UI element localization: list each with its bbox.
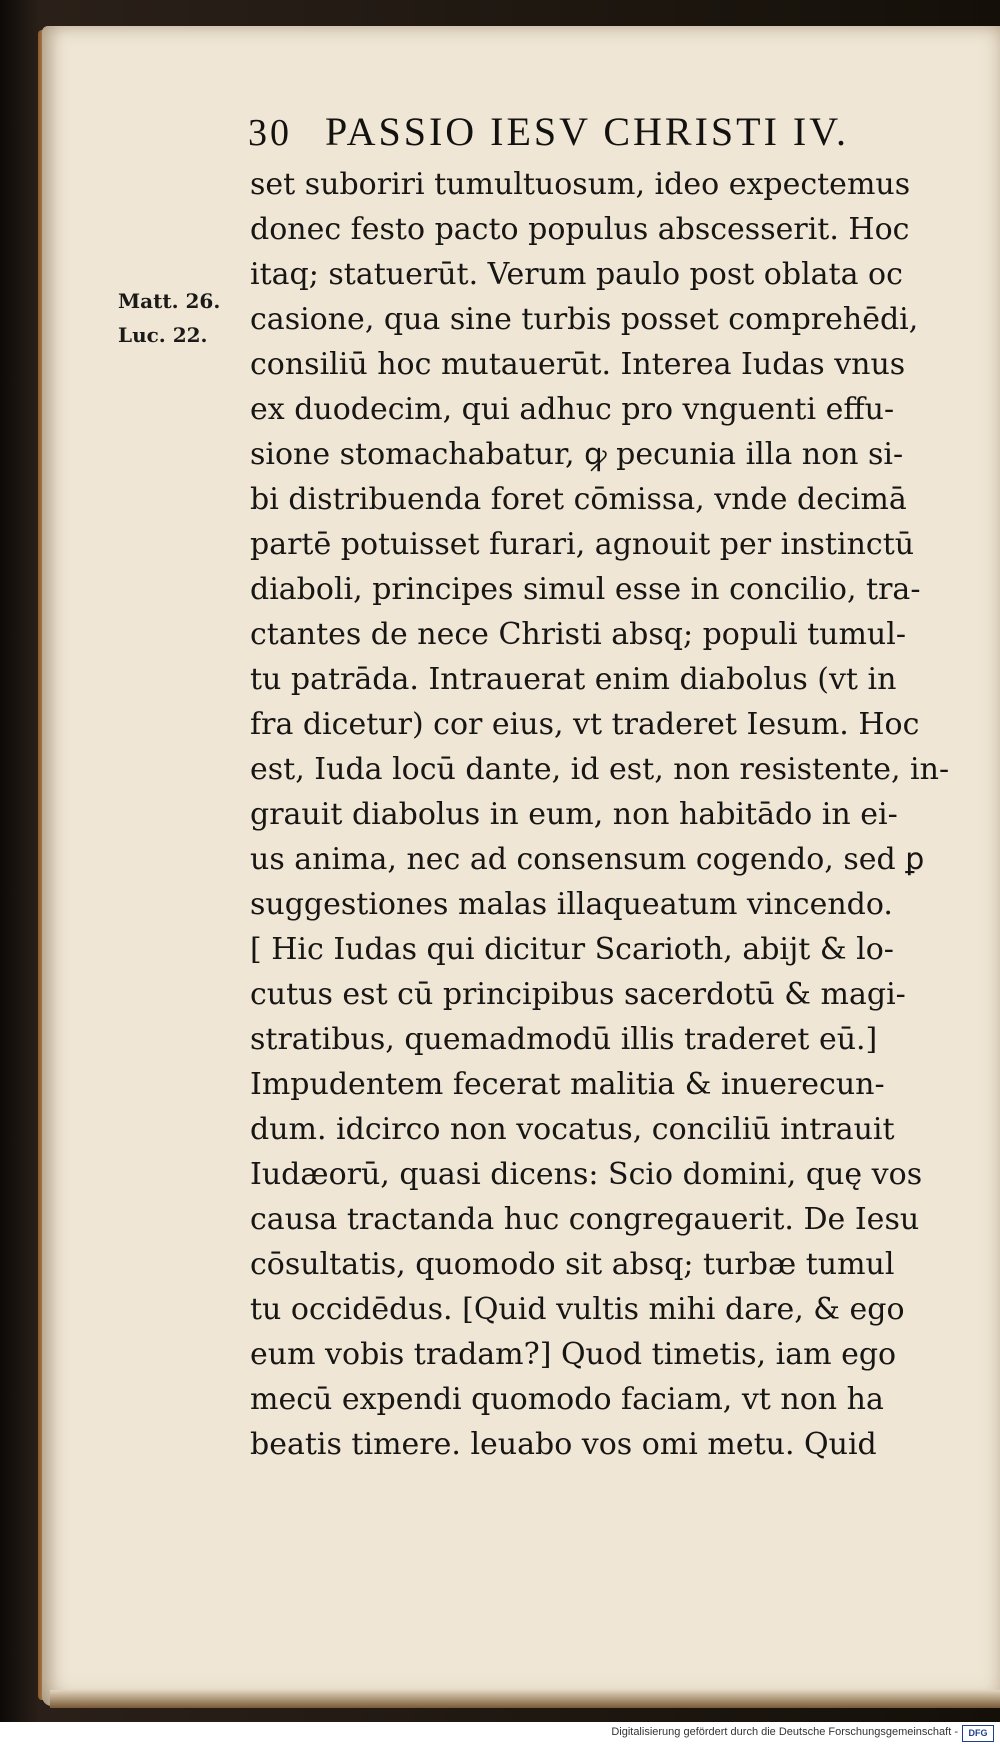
text-line: causa tractanda huc congregauerit. De Iesu (250, 1202, 920, 1237)
text-line: cutus est cū principibus sacerdotū & magi- (250, 977, 906, 1012)
text-line: sione stomachabatur, ꝙ pecunia illa non si- (250, 437, 904, 472)
text-line: stratibus, quemadmodū illis traderet eū.] (250, 1022, 878, 1057)
text-line: fra dicetur) cor eius, vt traderet Iesum. Hoc (250, 707, 920, 742)
text-line: dum. idcirco non vocatus, conciliū intrauit (250, 1112, 895, 1147)
text-line: donec festo pacto populus abscesserit. Hoc (250, 212, 910, 247)
text-line: casione, qua sine turbis posset comprehēdi, (250, 302, 919, 337)
page-number: 30 (248, 112, 292, 154)
text-line: eum vobis tradam?] Quod timetis, iam ego (250, 1337, 897, 1372)
text-line: suggestiones malas illaqueatum vincendo. (250, 887, 893, 922)
text-line: beatis timere. leuabo vos omi metu. Quid (250, 1427, 877, 1462)
page-bottom-edge (50, 1690, 1000, 1708)
margin-note: Matt. 26. (118, 289, 221, 313)
text-line: partē potuisset furari, agnouit per instinctū (250, 527, 915, 562)
body-text (250, 162, 970, 1467)
text-line: diaboli, principes simul esse in concilio, tra- (250, 572, 921, 607)
text-line: bi distribuenda foret cōmissa, vnde decimā (250, 482, 907, 517)
margin-notes (118, 284, 248, 352)
text-line: itaq; statuerūt. Verum paulo post oblata oc (250, 257, 903, 292)
text-line: set suboriri tumultuosum, ideo expectemus (250, 167, 911, 202)
text-line: ctantes de nece Christi absq; populi tumul- (250, 617, 906, 652)
text-line: mecū expendi quomodo faciam, vt non ha (250, 1382, 884, 1417)
text-line: us anima, nec ad consensum cogendo, sed ꝑ (250, 842, 925, 877)
text-line: ex duodecim, qui adhuc pro vnguenti effu- (250, 392, 895, 427)
text-line: est, Iuda locū dante, id est, non resistente, in- (250, 752, 950, 787)
dfg-logo: DFG (962, 1725, 994, 1742)
text-line: Impudentem fecerat malitia & inuerecun- (250, 1067, 885, 1102)
running-head-title: PASSIO IESV CHRISTI IV. (325, 109, 849, 154)
text-line: tu patrāda. Intrauerat enim diabolus (vt in (250, 662, 897, 697)
funding-credit: Digitalisierung gefördert durch die Deutsche Forschungsgemeinschaft - (611, 1726, 958, 1738)
text-line: cōsultatis, quomodo sit absq; turbæ tumul (250, 1247, 895, 1282)
text-line: consiliū hoc mutauerūt. Interea Iudas vnus (250, 347, 906, 382)
text-line: grauit diabolus in eum, non habitādo in ei- (250, 797, 898, 832)
margin-note: Luc. 22. (118, 323, 208, 347)
text-line: [ Hic Iudas qui dicitur Scarioth, abijt & lo- (250, 932, 894, 967)
text-line: Iudæorū, quasi dicens: Scio domini, quę vos (250, 1157, 923, 1192)
text-line: tu occidēdus. [Quid vultis mihi dare, & ego (250, 1292, 905, 1327)
running-head (248, 108, 948, 156)
footer-bar (0, 1722, 1000, 1747)
